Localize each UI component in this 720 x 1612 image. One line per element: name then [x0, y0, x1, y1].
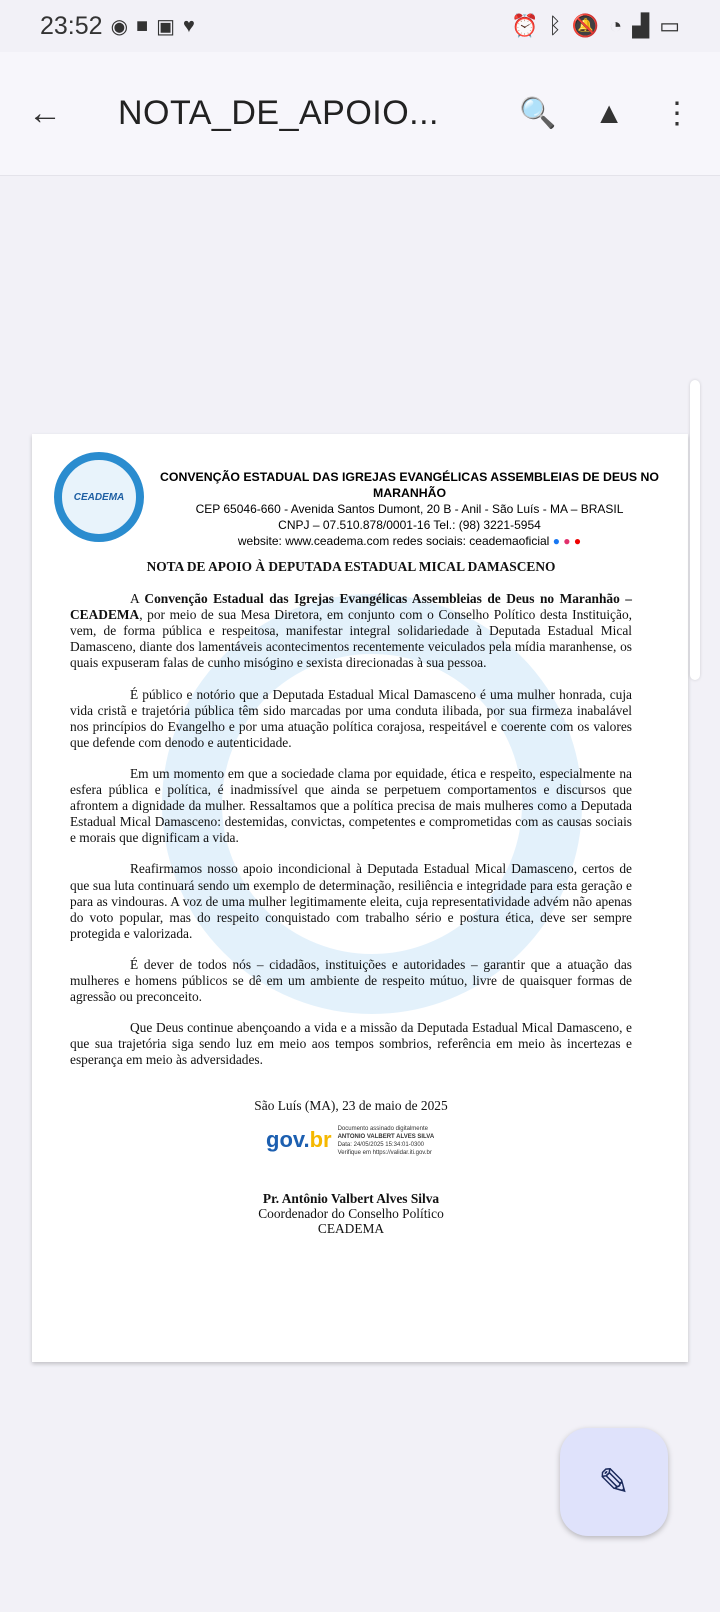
org-address: CEP 65046-660 - Avenida Santos Dumont, 20 B - Anil - São Luís - MA – BRASIL	[195, 502, 624, 516]
signer-block	[70, 1191, 632, 1236]
add-to-drive-icon[interactable]: ▲	[594, 96, 624, 130]
document-body	[70, 559, 632, 1236]
p1-bold: Convenção Estadual das Igrejas Evangélicas Assembleias de Deus no Maranhão – CEADEMA	[70, 591, 633, 623]
govbr-logo	[266, 1127, 332, 1153]
org-name: CONVENÇÃO ESTADUAL DAS IGREJAS EVANGÉLICAS ASSEMBLEIAS DE DEUS NO MARANHÃO	[160, 470, 659, 500]
paragraph-2: É público e notório que a Deputada Estadual Mical Damasceno é uma mulher honrada, cuja vida cristã e trajetória pública têm sido marcadas por uma conduta ilibada, por sua firmeza inabalável nos princípios do Evangelho e por uma atuação política corajosa, respeitável e coerente com os valores que defende com denodo e autenticidade.	[70, 686, 632, 750]
facebook-icon: ▣	[156, 15, 176, 38]
app-bar	[0, 52, 720, 176]
p1-start: A	[130, 591, 145, 607]
wifi-icon: ◔	[608, 13, 623, 38]
heart-icon: ♥	[183, 14, 195, 37]
sig-name: ANTONIO VALBERT ALVES SILVA	[337, 1133, 435, 1140]
document-heading: NOTA DE APOIO À DEPUTADA ESTADUAL MICAL DAMASCENO	[146, 559, 556, 574]
bluetooth-icon: ᛒ	[548, 13, 562, 38]
search-document-icon[interactable]: 🔍	[518, 97, 557, 130]
scrollbar[interactable]	[690, 380, 700, 680]
paragraph-1	[70, 591, 632, 671]
paragraph-3: Em um momento em que a sociedade clama por equidade, ética e respeito, especialmente na esfera pública e política, é inadmissível que ainda se perpetuem comportamentos e discursos que afrontem a dignidade da mulher. Ressaltamos que a política precisa de mais mulheres como a Deputada Estadual Mical Damasceno: destemidas, convictas, competentes e comprometidas com as causas sociais e morais que dignificam a vida.	[70, 765, 632, 846]
document-date: São Luís (MA), 23 de maio de 2025	[254, 1098, 448, 1114]
org-website	[142, 533, 677, 549]
status-bar	[0, 0, 720, 52]
signer-org: CEADEMA	[317, 1220, 385, 1236]
letterhead	[142, 469, 677, 549]
document-title: NOTA_DE_APOIO...	[118, 94, 440, 132]
shopping-bag-icon: ■	[136, 14, 149, 37]
sig-line1: Documento assinado digitalmente	[337, 1125, 428, 1132]
back-arrow-icon[interactable]: ←	[28, 94, 62, 132]
org-cnpj: CNPJ – 07.510.878/0001-16 Tel.: (98) 3221-5954	[278, 518, 541, 532]
sig-verify: Verifique em https://validar.iti.gov.br	[337, 1149, 432, 1156]
more-options-icon[interactable]: ⋮	[662, 97, 692, 130]
alarm-icon: ⏰	[510, 13, 539, 38]
br-text: br	[309, 1127, 332, 1153]
gov-text: gov.	[266, 1127, 310, 1153]
battery-icon: ▭	[659, 13, 680, 38]
annotate-button[interactable]	[560, 1428, 668, 1536]
signer-name: Pr. Antônio Valbert Alves Silva	[262, 1190, 440, 1206]
social-icons: ● ● ●	[552, 534, 582, 548]
ceadema-logo: CEADEMA	[54, 452, 144, 542]
pdf-page	[32, 434, 688, 1362]
status-time: 23:52	[40, 11, 103, 40]
paragraph-4: Reafirmamos nosso apoio incondicional à Deputada Estadual Mical Damasceno, certos de que sua luta continuará sendo um exemplo de determinação, resiliência e integridade para esta geração e para as vindouras. A voz de uma mulher legitimamente eleita, cuja representatividade advém não apenas do voto popular, mas do respeito conquistado com trabalho sério e postura ética, deve ser sempre protegida e valorizada.	[70, 861, 632, 941]
paragraph-6: Que Deus continue abençoando a vida e a missão da Deputada Estadual Mical Damasceno, e que sua trajetória siga sendo luz em meio aos tempos sombrios, referência em meio às incertezas e esperança em meio às adversidades.	[70, 1020, 632, 1068]
mute-icon: 🔕	[571, 13, 599, 38]
digital-signature	[266, 1125, 632, 1157]
website-text: website: www.ceadema.com redes sociais: ceademaoficial	[237, 534, 550, 548]
paragraph-5: É dever de todos nós – cidadãos, instituições e autoridades – garantir que a atuação das mulheres e homens públicos se dê em um ambiente de respeito mútuo, livre de quaisquer formas de agressão ou preconceito.	[70, 956, 632, 1005]
p1-rest: , por meio de sua Mesa Diretora, em conjunto com o Conselho Político desta Instituição, vem, de forma pública e respeitosa, manifestar integral solidariedade à Deputada Estadual Mical Damasceno, diante dos lamentáveis acontecimentos recentemente veiculados pela mídia maranhense, os quais expuseram falas de cunho misógino e sexista direcionadas à sua pessoa.	[70, 607, 632, 671]
messenger-icon: ◉	[110, 15, 129, 38]
sig-date: Data: 24/05/2025 15:34:01-0300	[337, 1141, 424, 1148]
signal-icon: ▟	[632, 13, 650, 38]
pen-icon: ✎	[598, 1461, 630, 1504]
signer-role: Coordenador do Conselho Político	[258, 1205, 444, 1221]
